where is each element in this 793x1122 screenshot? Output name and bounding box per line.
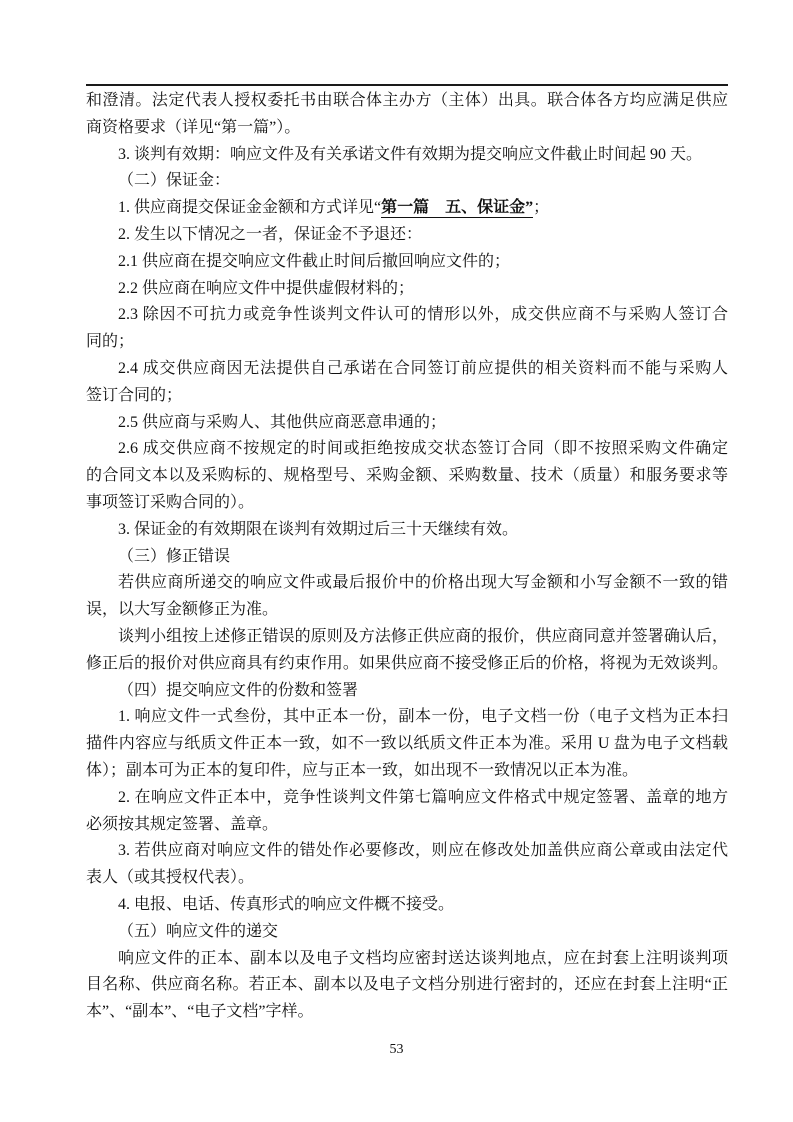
text-run: 响应文件的正本、副本以及电子文档均应密封送达谈判地点，应在封套上注明谈判项 [118, 949, 728, 967]
text-run: 2.5 供应商与采购人、其他供应商恶意串通的； [118, 413, 447, 431]
text-run: 4. 电报、电话、传真形式的响应文件概不接受。 [118, 895, 455, 913]
text-run: 3. 若供应商对响应文件的错处作必要修改，则应在修改处加盖供应商公章或由法定代 [118, 842, 728, 860]
page-number: 53 [389, 1042, 404, 1057]
text-run: 同的； [86, 333, 135, 351]
text-line [86, 115, 728, 142]
text-run: 误，以大写金额修正为准。 [86, 601, 279, 619]
text-line [86, 651, 728, 678]
text-run: 本”、“副本”、“电子文档”字样。 [86, 1003, 314, 1021]
header-rule [86, 84, 728, 86]
text-line [86, 517, 728, 544]
text-run: 2. 在响应文件正本中，竞争性谈判文件第七篇响应文件格式中规定签署、盖章的地方 [118, 788, 728, 806]
text-run: 2.3 除因不可抗力或竞争性谈判文件认可的情形以外，成交供应商不与采购人签订合 [118, 306, 728, 324]
text-run: 1. 供应商提交保证金金额和方式详见“ [118, 199, 382, 217]
text-run: （三）修正错误 [118, 547, 231, 565]
text-line [86, 758, 728, 785]
text-run: 谈判小组按上述修正错误的原则及方法修正供应商的报价，供应商同意并签署确认后， [118, 627, 728, 645]
text-lines [86, 88, 728, 1026]
text-run: 签订合同的； [86, 386, 183, 404]
text-line [86, 624, 728, 651]
text-run: 2.1 供应商在提交响应文件截止时间后撤回响应文件的； [118, 252, 511, 270]
text-line [86, 436, 728, 463]
text-run: ； [533, 199, 550, 217]
text-line [86, 142, 728, 169]
text-line [86, 865, 728, 892]
text-line [86, 919, 728, 946]
text-run: 和澄清。法定代表人授权委托书由联合体主办方（主体）出具。联合体各方均应满足供应 [86, 92, 728, 109]
text-line [86, 892, 728, 919]
text-line [86, 490, 728, 517]
text-line [86, 812, 728, 839]
text-run: 事项签订采购合同的）。 [86, 493, 255, 511]
text-run: 商资格要求（详见“第一篇”）。 [86, 118, 301, 136]
text-run: 2.6 成交供应商不按规定的时间或拒绝按成交状态签订合同（即不按照采购文件确定 [118, 440, 728, 458]
text-line [86, 946, 728, 973]
text-run: 表人（或其授权代表）。 [86, 869, 255, 887]
text-line [86, 276, 728, 303]
text-line [86, 704, 728, 731]
text-run: 描件内容应与纸质文件正本一致，如不一致以纸质文件正本为准。采用 U 盘为电子文档载 [86, 735, 728, 753]
text-line [86, 356, 728, 383]
text-line [86, 222, 728, 249]
text-line [86, 785, 728, 812]
text-line [86, 302, 728, 329]
text-run: 3. 谈判有效期：响应文件及有关承诺文件有效期为提交响应文件截止时间起 90 天。 [118, 145, 703, 163]
text-line [86, 731, 728, 758]
text-run: 必须按其规定签署、盖章。 [86, 815, 279, 833]
text-line [86, 168, 728, 195]
text-run: 2.2 供应商在响应文件中提供虚假材料的； [118, 279, 415, 297]
text-run: 若供应商所递交的响应文件或最后报价中的价格出现大写金额和小写金额不一致的错 [118, 574, 728, 592]
text-run: （二）保证金： [118, 172, 231, 190]
text-line [86, 544, 728, 571]
text-line [86, 249, 728, 276]
text-line [86, 597, 728, 624]
text-line [86, 972, 728, 999]
text-line [86, 195, 728, 222]
text-line [86, 329, 728, 356]
text-run: 的合同文本以及采购标的、规格型号、采购金额、采购数量、技术（质量）和服务要求等 [86, 467, 728, 485]
text-run: （五）响应文件的递交 [118, 922, 279, 940]
text-line [86, 999, 728, 1026]
text-line [86, 88, 728, 115]
text-run: 3. 保证金的有效期限在谈判有效期过后三十天继续有效。 [118, 520, 519, 538]
text-line [86, 570, 728, 597]
text-line [86, 410, 728, 437]
text-run: （四）提交响应文件的份数和签署 [118, 681, 359, 699]
text-run: 目名称、供应商名称。若正本、副本以及电子文档分别进行密封的，还应在封套上注明“正 [86, 976, 728, 994]
text-run: 修正后的报价对供应商具有约束作用。如果供应商不接受修正后的价格，将视为无效谈判。 [86, 654, 728, 672]
text-line [86, 838, 728, 865]
text-line [86, 678, 728, 705]
text-run: 体）；副本可为正本的复印件，应与正本一致，如出现不一致情况以正本为准。 [86, 761, 639, 779]
bold-underlined-reference: 第一篇 五、保证金” [381, 199, 534, 217]
text-run: 1. 响应文件一式叁份，其中正本一份，副本一份，电子文档一份（电子文档为正本扫 [118, 708, 728, 726]
text-line [86, 383, 728, 410]
text-line [86, 463, 728, 490]
text-run: 2.4 成交供应商因无法提供自己承诺在合同签订前应提供的相关资料而不能与采购人 [118, 359, 728, 377]
text-run: 2. 发生以下情况之一者，保证金不予退还： [118, 225, 423, 243]
